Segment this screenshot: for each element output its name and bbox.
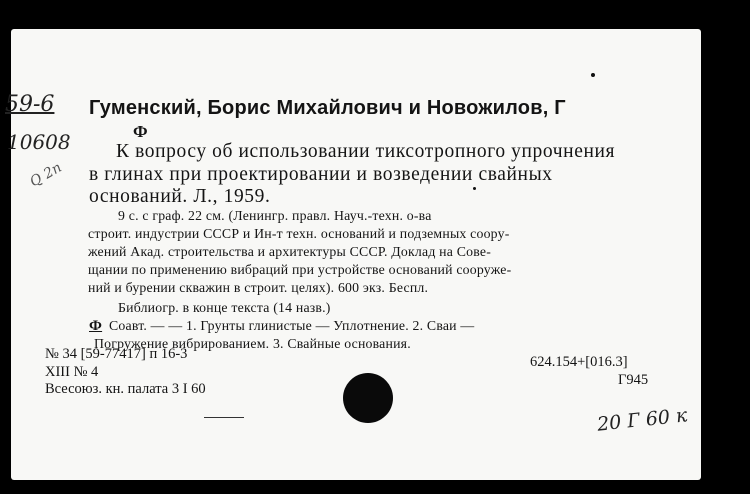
description-line-3: жений Акад. строительства и архитектуры СССР. Доклад на Сове- [88, 244, 491, 259]
subjects-line-2: Погружение вибрированием. 3. Свайные основания. [94, 336, 411, 351]
heading-mark: Ф [133, 122, 148, 141]
book-chamber: Всесоюз. кн. палата 3 I 60 [45, 381, 206, 397]
registry-number: № 34 [59-77417] п 16-3 [45, 346, 188, 362]
author-heading: Гуменский, Борис Михайлович и Новожилов, Г [89, 97, 566, 119]
description-line-5: ний и бурении скважин в строит. целях). 600 экз. Беспл. [88, 280, 429, 295]
title-line-2: в глинах при проектировании и возведении свайных [89, 164, 553, 185]
description-line-2: строит. индустрии СССР и Ин-т техн. оснований и подземных соору- [88, 226, 510, 241]
udc-code: 624.154+[016.3] [530, 354, 628, 370]
ink-speck [473, 187, 476, 190]
title-line-3: оснований. Л., 1959. [89, 186, 271, 207]
cutter-number: Г945 [618, 372, 649, 388]
description-line-4: щании по применению вибраций при устройстве оснований сооруже- [88, 262, 512, 277]
description-line-1: 9 с. с граф. 22 см. (Ленингр. правл. Науч.-техн. о-ва [118, 208, 432, 223]
scan-mark [204, 417, 244, 418]
volume-number: XIII № 4 [45, 364, 99, 380]
catalog-card [5, 29, 701, 480]
price-note: 20 Г 60 к [596, 404, 689, 436]
subjects-mark: Ф [89, 318, 103, 334]
bibliography-note: Библиогр. в конце текста (14 назв.) [118, 300, 331, 315]
title-line-1: К вопросу об использовании тиксотропного упрочнения [116, 141, 616, 162]
punch-hole [343, 373, 393, 423]
call-number-primary: 59-6 [5, 92, 55, 117]
ink-speck [591, 73, 595, 77]
call-number-secondary: 10608 [7, 130, 71, 154]
pencil-note: Q 2n [27, 159, 65, 191]
subjects-line-1: Соавт. — — 1. Грунты глинистые — Уплотнение. 2. Сваи — [109, 318, 475, 333]
